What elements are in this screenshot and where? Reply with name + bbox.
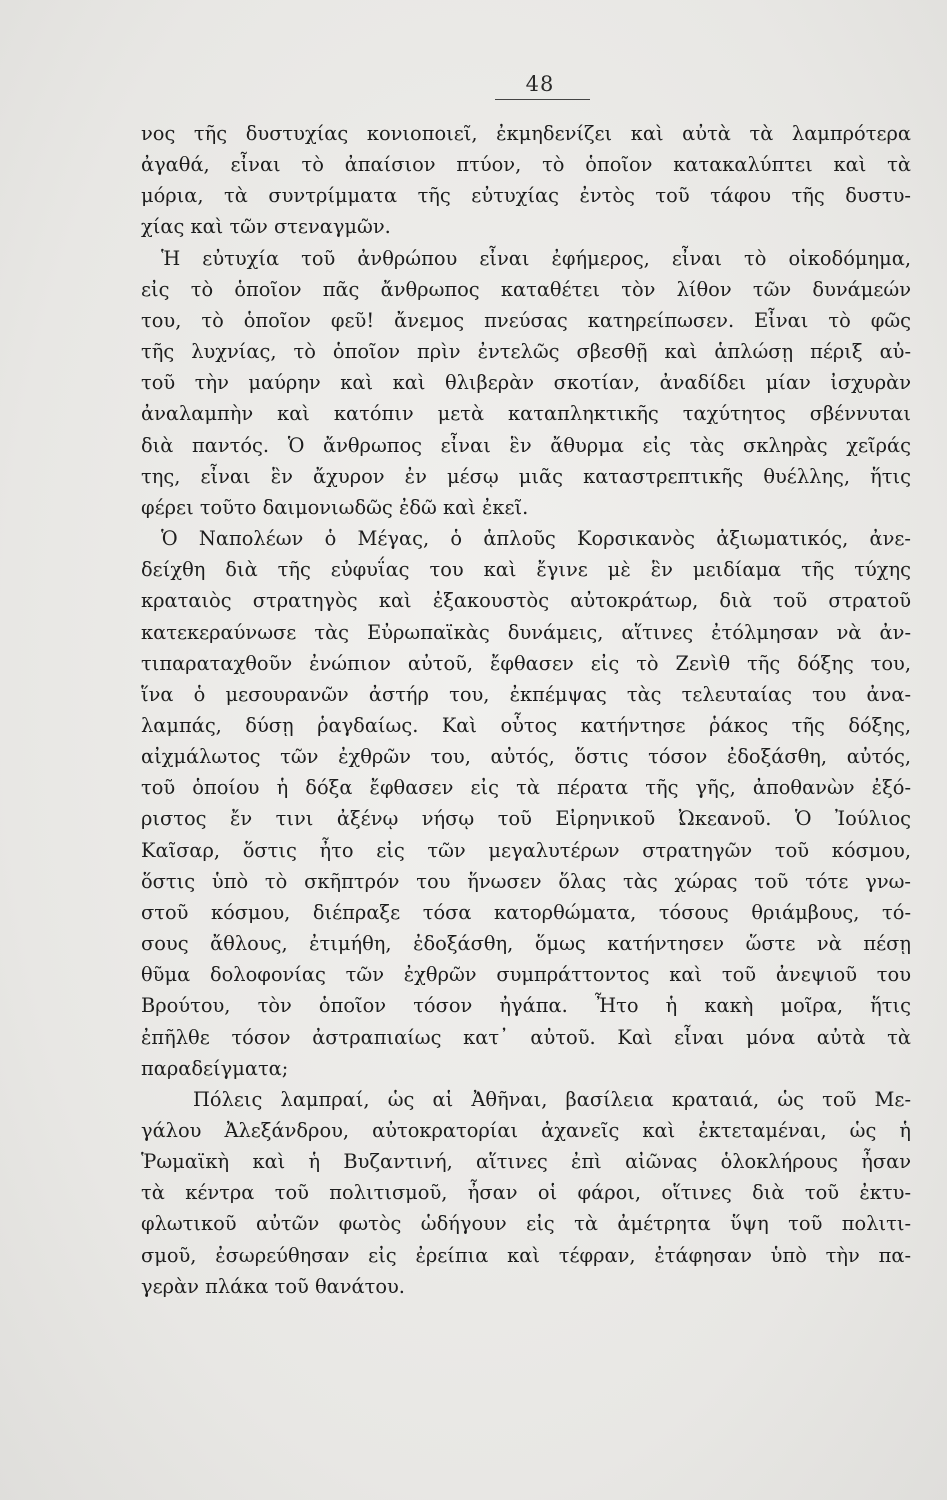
text-line: παραδείγματα; bbox=[141, 1056, 289, 1080]
text-line: κατεκεραύνωσε τὰς Εὐρωπαϊκὰς δυνάμεις, αἵτινες ἐτόλμησαν νὰ ἀν- bbox=[141, 620, 911, 644]
text-line: τοῦ τὴν μαύρην καὶ καὶ θλιβερὰν σκοτίαν, ἀναδίδει μίαν ἰσχυρὰν bbox=[141, 371, 911, 395]
text-line: χίας καὶ τῶν στεναγμῶν. bbox=[141, 215, 391, 239]
text-line: του, τὸ ὁποῖον φεῦ! ἄνεμος πνεύσας κατηρείπωσεν. Εἶναι τὸ φῶς bbox=[141, 308, 911, 332]
text-line: ἀναλαμπὴν καὶ κατόπιν μετὰ καταπληκτικῆς ταχύτητος σβέννυται bbox=[141, 402, 911, 426]
text-line: θῦμα δολοφονίας τῶν ἐχθρῶν συμπράττοντος καὶ τοῦ ἀνεψιοῦ του bbox=[141, 963, 911, 987]
text-line: ριστος ἔν τινι ἀξένῳ νήσῳ τοῦ Εἰρηνικοῦ Ὠκεανοῦ. Ὁ Ἰούλιος bbox=[141, 807, 911, 831]
text-line: μόρια, τὰ συντρίμματα τῆς εὐτυχίας ἐντὸς τοῦ τάφου τῆς δυστυ- bbox=[141, 184, 911, 208]
text-line: ἵνα ὁ μεσουρανῶν ἀστήρ του, ἐκπέμψας τὰς τελευταίας του ἀνα- bbox=[141, 682, 911, 706]
text-line: στοῦ κόσμου, διέπραξε τόσα κατορθώματα, τόσους θριάμβους, τό- bbox=[141, 900, 911, 924]
text-line: σμοῦ, ἐσωρεύθησαν εἰς ἐρείπια καὶ τέφραν, ἐτάφησαν ὑπὸ τὴν πα- bbox=[141, 1243, 911, 1267]
text-line: λαμπάς, δύσῃ ῥαγδαίως. Καὶ οὗτος κατήντησε ῥάκος τῆς δόξης, bbox=[141, 713, 911, 737]
text-line: φέρει τοῦτο δαιμονιωδῶς ἐδῶ καὶ ἐκεῖ. bbox=[141, 495, 529, 519]
text-line: τῆς λυχνίας, τὸ ὁποῖον πρὶν ἐντελῶς σβεσθῇ καὶ ἁπλώσῃ πέριξ αὐ- bbox=[141, 340, 911, 364]
text-body bbox=[141, 118, 911, 1302]
text-line: ἀγαθά, εἶναι τὸ ἀπαίσιον πτύον, τὸ ὁποῖον κατακαλύπτει καὶ τὰ bbox=[141, 153, 911, 177]
paragraph-start-line: Ὁ Ναπολέων ὁ Μέγας, ὁ ἁπλοῦς Κορσικανὸς ἀξιωματικός, ἀνε- bbox=[161, 527, 911, 551]
text-line: Ῥωμαϊκὴ καὶ ἡ Βυζαντινή, αἵτινες ἐπὶ αἰῶνας ὁλοκλήρους ἦσαν bbox=[141, 1150, 911, 1174]
paragraph-start-line: Πόλεις λαμπραί, ὡς αἱ Ἀθῆναι, βασίλεια κραταιά, ὡς τοῦ Με- bbox=[193, 1087, 911, 1111]
page-number: 48 bbox=[525, 72, 555, 96]
text-line: φλωτικοῦ αὐτῶν φωτὸς ὡδήγουν εἰς τὰ ἀμέτρητα ὕψη τοῦ πολιτι- bbox=[141, 1212, 911, 1236]
text-line: ὅστις ὑπὸ τὸ σκῆπτρόν του ἥνωσεν ὅλας τὰς χώρας τοῦ τότε γνω- bbox=[141, 869, 911, 893]
text-line: διὰ παντός. Ὁ ἄνθρωπος εἶναι ἓν ἄθυρμα εἰς τὰς σκληρὰς χεῖράς bbox=[141, 433, 911, 457]
text-line: Βρούτου, τὸν ὁποῖον τόσον ἠγάπα. Ἦτο ἡ κακὴ μοῖρα, ἥτις bbox=[141, 994, 911, 1018]
text-line: δείχθη διὰ τῆς εὐφυΐας του καὶ ἔγινε μὲ ἓν μειδίαμα τῆς τύχης bbox=[141, 558, 911, 582]
text-line: της, εἶναι ἓν ἄχυρον ἐν μέσῳ μιᾶς καταστρεπτικῆς θυέλλης, ἥτις bbox=[141, 464, 911, 488]
text-line: γάλου Ἀλεξάνδρου, αὐτοκρατορίαι ἀχανεῖς καὶ ἐκτεταμέναι, ὡς ἡ bbox=[141, 1119, 911, 1142]
text-line: κραταιὸς στρατηγὸς καὶ ἐξακουστὸς αὐτοκράτωρ, διὰ τοῦ στρατοῦ bbox=[141, 589, 911, 613]
page-number-rule bbox=[495, 99, 590, 100]
text-line: νος τῆς δυστυχίας κονιοποιεῖ, ἐκμηδενίζει καὶ αὐτὰ τὰ λαμπρότερα bbox=[141, 122, 911, 145]
text-line: γερὰν πλάκα τοῦ θανάτου. bbox=[141, 1274, 405, 1298]
paragraph-start-line: Ἡ εὐτυχία τοῦ ἀνθρώπου εἶναι ἐφήμερος, εἶναι τὸ οἰκοδόμημα, bbox=[161, 246, 911, 270]
text-line: αἰχμάλωτος τῶν ἐχθρῶν του, αὐτός, ὅστις τόσον ἐδοξάσθη, αὐτός, bbox=[141, 745, 911, 769]
text-line: τιπαραταχθοῦν ἐνώπιον αὐτοῦ, ἔφθασεν εἰς τὸ Ζενὶθ τῆς δόξης του, bbox=[141, 651, 911, 675]
text-line: εἰς τὸ ὁποῖον πᾶς ἄνθρωπος καταθέτει τὸν λίθον τῶν δυνάμεών bbox=[141, 277, 911, 301]
text-line: τοῦ ὁποίου ἡ δόξα ἔφθασεν εἰς τὰ πέρατα τῆς γῆς, ἀποθανὼν ἐξό- bbox=[141, 776, 911, 800]
text-line: ἐπῆλθε τόσον ἀστραπιαίως κατ᾽ αὐτοῦ. Καὶ εἶναι μόνα αὐτὰ τὰ bbox=[141, 1025, 911, 1049]
text-line: τὰ κέντρα τοῦ πολιτισμοῦ, ἦσαν οἱ φάροι, οἵτινες διὰ τοῦ ἐκτυ- bbox=[141, 1181, 911, 1205]
text-line: σους ἄθλους, ἐτιμήθη, ἐδοξάσθη, ὅμως κατήντησεν ὥστε νὰ πέσῃ bbox=[141, 932, 911, 956]
text-line: Καῖσαρ, ὅστις ἦτο εἰς τῶν μεγαλυτέρων στρατηγῶν τοῦ κόσμου, bbox=[141, 838, 911, 862]
